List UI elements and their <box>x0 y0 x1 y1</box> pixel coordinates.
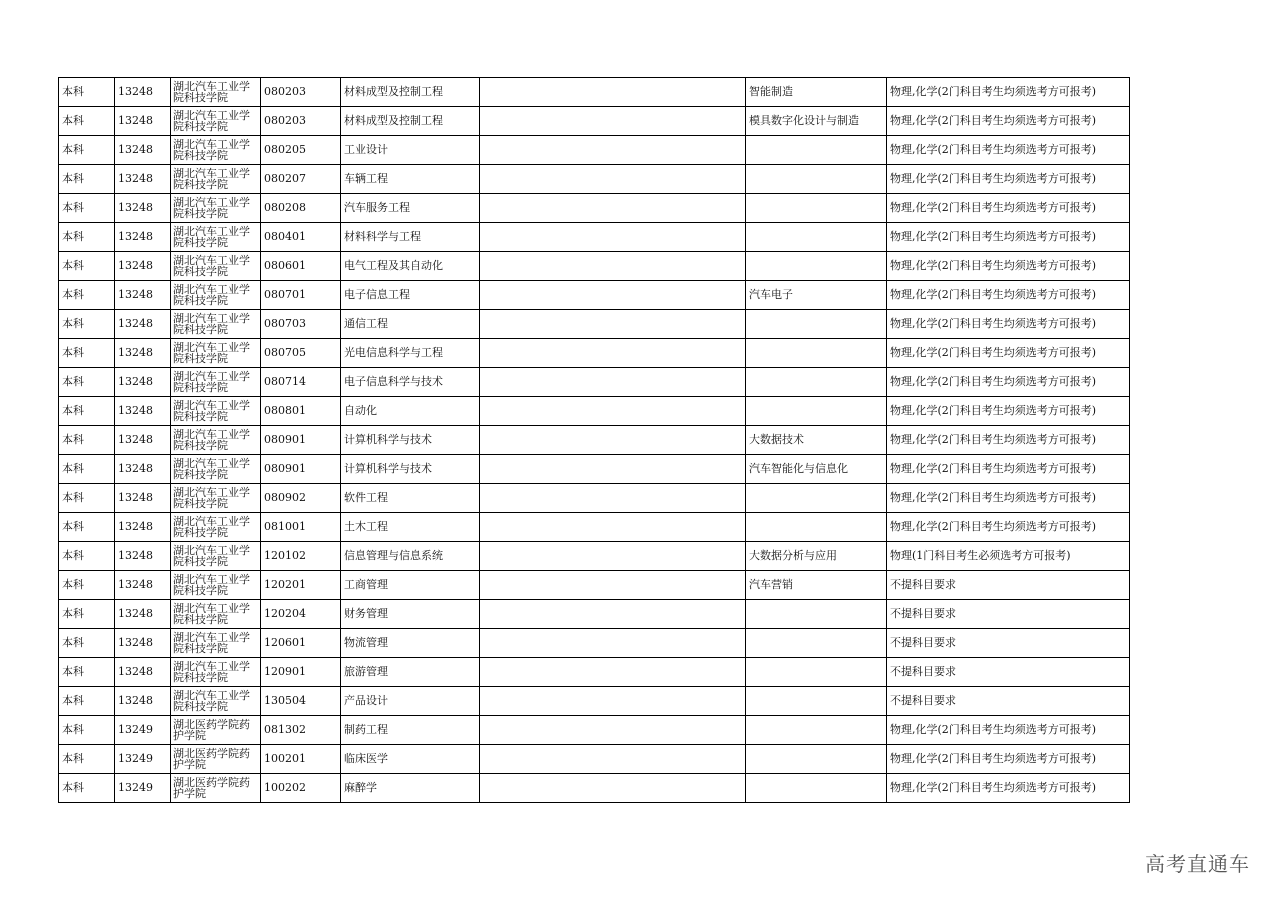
table-row <box>59 629 1130 658</box>
school-code-cell: 13248 <box>115 194 171 223</box>
institution-cell: 湖北医药学院药护学院 <box>171 745 261 774</box>
note-cell <box>480 339 746 368</box>
school-code-cell: 13248 <box>115 310 171 339</box>
school-code-cell: 13248 <box>115 455 171 484</box>
note-cell <box>480 745 746 774</box>
table-row <box>59 252 1130 281</box>
direction-cell <box>746 513 887 542</box>
major-name-cell: 财务管理 <box>341 600 480 629</box>
major-code-cell: 080705 <box>261 339 341 368</box>
institution-cell: 湖北汽车工业学院科技学院 <box>171 223 261 252</box>
major-code-cell: 080703 <box>261 310 341 339</box>
major-code-cell: 120201 <box>261 571 341 600</box>
school-code-cell: 13248 <box>115 571 171 600</box>
level-cell: 本科 <box>59 571 115 600</box>
institution-cell: 湖北汽车工业学院科技学院 <box>171 455 261 484</box>
institution-cell: 湖北汽车工业学院科技学院 <box>171 78 261 107</box>
table-row <box>59 513 1130 542</box>
requirement-cell: 物理,化学(2门科目考生均须选考方可报考) <box>887 310 1130 339</box>
institution-cell: 湖北汽车工业学院科技学院 <box>171 397 261 426</box>
subject-requirements-table <box>58 77 1130 803</box>
major-name-cell: 工商管理 <box>341 571 480 600</box>
note-cell <box>480 455 746 484</box>
requirement-cell: 物理,化学(2门科目考生均须选考方可报考) <box>887 513 1130 542</box>
major-name-cell: 电气工程及其自动化 <box>341 252 480 281</box>
requirement-cell: 物理,化学(2门科目考生均须选考方可报考) <box>887 281 1130 310</box>
direction-cell <box>746 397 887 426</box>
requirement-cell: 物理,化学(2门科目考生均须选考方可报考) <box>887 774 1130 803</box>
requirement-cell: 物理,化学(2门科目考生均须选考方可报考) <box>887 368 1130 397</box>
direction-cell <box>746 136 887 165</box>
watermark: 高考直通车 <box>1145 852 1250 876</box>
major-code-cell: 080401 <box>261 223 341 252</box>
school-code-cell: 13248 <box>115 107 171 136</box>
note-cell <box>480 774 746 803</box>
table-row <box>59 310 1130 339</box>
major-code-cell: 081001 <box>261 513 341 542</box>
requirement-cell: 不提科目要求 <box>887 658 1130 687</box>
direction-cell: 模具数字化设计与制造 <box>746 107 887 136</box>
direction-cell <box>746 774 887 803</box>
note-cell <box>480 687 746 716</box>
school-code-cell: 13248 <box>115 426 171 455</box>
direction-cell <box>746 745 887 774</box>
major-code-cell: 080203 <box>261 78 341 107</box>
requirement-cell: 物理(1门科目考生必须选考方可报考) <box>887 542 1130 571</box>
note-cell <box>480 600 746 629</box>
major-name-cell: 材料成型及控制工程 <box>341 107 480 136</box>
major-name-cell: 材料科学与工程 <box>341 223 480 252</box>
requirement-cell: 不提科目要求 <box>887 687 1130 716</box>
institution-cell: 湖北汽车工业学院科技学院 <box>171 513 261 542</box>
major-code-cell: 120204 <box>261 600 341 629</box>
note-cell <box>480 223 746 252</box>
institution-cell: 湖北汽车工业学院科技学院 <box>171 484 261 513</box>
institution-cell: 湖北汽车工业学院科技学院 <box>171 281 261 310</box>
direction-cell: 大数据分析与应用 <box>746 542 887 571</box>
table-row <box>59 542 1130 571</box>
table-row <box>59 600 1130 629</box>
major-name-cell: 通信工程 <box>341 310 480 339</box>
institution-cell: 湖北汽车工业学院科技学院 <box>171 542 261 571</box>
note-cell <box>480 513 746 542</box>
school-code-cell: 13249 <box>115 774 171 803</box>
level-cell: 本科 <box>59 774 115 803</box>
table-row <box>59 484 1130 513</box>
table-row <box>59 165 1130 194</box>
note-cell <box>480 136 746 165</box>
table-row <box>59 368 1130 397</box>
school-code-cell: 13248 <box>115 223 171 252</box>
institution-cell: 湖北汽车工业学院科技学院 <box>171 252 261 281</box>
table-row <box>59 455 1130 484</box>
note-cell <box>480 310 746 339</box>
requirement-cell: 物理,化学(2门科目考生均须选考方可报考) <box>887 339 1130 368</box>
major-name-cell: 物流管理 <box>341 629 480 658</box>
direction-cell <box>746 252 887 281</box>
institution-cell: 湖北汽车工业学院科技学院 <box>171 426 261 455</box>
direction-cell <box>746 484 887 513</box>
major-code-cell: 100202 <box>261 774 341 803</box>
requirement-cell: 不提科目要求 <box>887 600 1130 629</box>
table-row <box>59 281 1130 310</box>
note-cell <box>480 281 746 310</box>
requirement-cell: 物理,化学(2门科目考生均须选考方可报考) <box>887 716 1130 745</box>
major-name-cell: 信息管理与信息系统 <box>341 542 480 571</box>
major-code-cell: 080701 <box>261 281 341 310</box>
direction-cell <box>746 600 887 629</box>
school-code-cell: 13248 <box>115 165 171 194</box>
requirement-cell: 不提科目要求 <box>887 629 1130 658</box>
requirement-cell: 物理,化学(2门科目考生均须选考方可报考) <box>887 455 1130 484</box>
institution-cell: 湖北汽车工业学院科技学院 <box>171 310 261 339</box>
institution-cell: 湖北汽车工业学院科技学院 <box>171 339 261 368</box>
note-cell <box>480 252 746 281</box>
level-cell: 本科 <box>59 716 115 745</box>
direction-cell <box>746 629 887 658</box>
level-cell: 本科 <box>59 339 115 368</box>
requirement-cell: 物理,化学(2门科目考生均须选考方可报考) <box>887 194 1130 223</box>
school-code-cell: 13248 <box>115 484 171 513</box>
table-row <box>59 136 1130 165</box>
table-row <box>59 194 1130 223</box>
major-code-cell: 080208 <box>261 194 341 223</box>
table-row <box>59 426 1130 455</box>
table-row <box>59 774 1130 803</box>
school-code-cell: 13248 <box>115 339 171 368</box>
requirement-cell: 物理,化学(2门科目考生均须选考方可报考) <box>887 223 1130 252</box>
school-code-cell: 13248 <box>115 542 171 571</box>
school-code-cell: 13249 <box>115 745 171 774</box>
major-name-cell: 制药工程 <box>341 716 480 745</box>
requirement-cell: 物理,化学(2门科目考生均须选考方可报考) <box>887 426 1130 455</box>
major-name-cell: 汽车服务工程 <box>341 194 480 223</box>
major-code-cell: 080902 <box>261 484 341 513</box>
major-name-cell: 工业设计 <box>341 136 480 165</box>
note-cell <box>480 571 746 600</box>
level-cell: 本科 <box>59 136 115 165</box>
note-cell <box>480 542 746 571</box>
direction-cell <box>746 310 887 339</box>
school-code-cell: 13248 <box>115 513 171 542</box>
major-name-cell: 计算机科学与技术 <box>341 426 480 455</box>
direction-cell <box>746 223 887 252</box>
level-cell: 本科 <box>59 513 115 542</box>
requirement-cell: 物理,化学(2门科目考生均须选考方可报考) <box>887 397 1130 426</box>
requirement-cell: 物理,化学(2门科目考生均须选考方可报考) <box>887 78 1130 107</box>
level-cell: 本科 <box>59 194 115 223</box>
level-cell: 本科 <box>59 455 115 484</box>
table-row <box>59 716 1130 745</box>
direction-cell <box>746 687 887 716</box>
major-name-cell: 产品设计 <box>341 687 480 716</box>
table-row <box>59 571 1130 600</box>
major-code-cell: 080205 <box>261 136 341 165</box>
major-name-cell: 软件工程 <box>341 484 480 513</box>
major-name-cell: 车辆工程 <box>341 165 480 194</box>
level-cell: 本科 <box>59 223 115 252</box>
school-code-cell: 13248 <box>115 687 171 716</box>
level-cell: 本科 <box>59 745 115 774</box>
level-cell: 本科 <box>59 107 115 136</box>
level-cell: 本科 <box>59 252 115 281</box>
major-code-cell: 080714 <box>261 368 341 397</box>
note-cell <box>480 78 746 107</box>
major-code-cell: 080207 <box>261 165 341 194</box>
school-code-cell: 13248 <box>115 252 171 281</box>
level-cell: 本科 <box>59 281 115 310</box>
level-cell: 本科 <box>59 542 115 571</box>
school-code-cell: 13248 <box>115 600 171 629</box>
major-name-cell: 计算机科学与技术 <box>341 455 480 484</box>
table-row <box>59 397 1130 426</box>
major-code-cell: 080901 <box>261 455 341 484</box>
direction-cell: 智能制造 <box>746 78 887 107</box>
major-code-cell: 081302 <box>261 716 341 745</box>
table-row <box>59 107 1130 136</box>
direction-cell <box>746 716 887 745</box>
level-cell: 本科 <box>59 484 115 513</box>
direction-cell <box>746 339 887 368</box>
major-name-cell: 旅游管理 <box>341 658 480 687</box>
direction-cell: 汽车智能化与信息化 <box>746 455 887 484</box>
note-cell <box>480 658 746 687</box>
institution-cell: 湖北汽车工业学院科技学院 <box>171 600 261 629</box>
major-code-cell: 120901 <box>261 658 341 687</box>
school-code-cell: 13248 <box>115 281 171 310</box>
major-code-cell: 080601 <box>261 252 341 281</box>
note-cell <box>480 716 746 745</box>
institution-cell: 湖北汽车工业学院科技学院 <box>171 658 261 687</box>
level-cell: 本科 <box>59 687 115 716</box>
level-cell: 本科 <box>59 165 115 194</box>
note-cell <box>480 107 746 136</box>
institution-cell: 湖北汽车工业学院科技学院 <box>171 136 261 165</box>
major-code-cell: 120102 <box>261 542 341 571</box>
direction-cell <box>746 368 887 397</box>
major-code-cell: 100201 <box>261 745 341 774</box>
major-code-cell: 080203 <box>261 107 341 136</box>
school-code-cell: 13249 <box>115 716 171 745</box>
institution-cell: 湖北医药学院药护学院 <box>171 716 261 745</box>
major-name-cell: 麻醉学 <box>341 774 480 803</box>
direction-cell <box>746 658 887 687</box>
level-cell: 本科 <box>59 78 115 107</box>
school-code-cell: 13248 <box>115 136 171 165</box>
major-name-cell: 光电信息科学与工程 <box>341 339 480 368</box>
requirement-cell: 物理,化学(2门科目考生均须选考方可报考) <box>887 136 1130 165</box>
school-code-cell: 13248 <box>115 397 171 426</box>
requirement-cell: 物理,化学(2门科目考生均须选考方可报考) <box>887 107 1130 136</box>
table-row <box>59 223 1130 252</box>
level-cell: 本科 <box>59 600 115 629</box>
direction-cell <box>746 165 887 194</box>
table-row <box>59 745 1130 774</box>
institution-cell: 湖北医药学院药护学院 <box>171 774 261 803</box>
major-name-cell: 自动化 <box>341 397 480 426</box>
school-code-cell: 13248 <box>115 658 171 687</box>
table-row <box>59 687 1130 716</box>
note-cell <box>480 426 746 455</box>
institution-cell: 湖北汽车工业学院科技学院 <box>171 687 261 716</box>
level-cell: 本科 <box>59 310 115 339</box>
table-row <box>59 78 1130 107</box>
requirement-cell: 不提科目要求 <box>887 571 1130 600</box>
major-name-cell: 材料成型及控制工程 <box>341 78 480 107</box>
requirement-cell: 物理,化学(2门科目考生均须选考方可报考) <box>887 165 1130 194</box>
major-name-cell: 土木工程 <box>341 513 480 542</box>
requirement-cell: 物理,化学(2门科目考生均须选考方可报考) <box>887 745 1130 774</box>
direction-cell <box>746 194 887 223</box>
institution-cell: 湖北汽车工业学院科技学院 <box>171 571 261 600</box>
major-name-cell: 电子信息工程 <box>341 281 480 310</box>
level-cell: 本科 <box>59 368 115 397</box>
note-cell <box>480 194 746 223</box>
major-code-cell: 080901 <box>261 426 341 455</box>
school-code-cell: 13248 <box>115 629 171 658</box>
level-cell: 本科 <box>59 426 115 455</box>
major-name-cell: 临床医学 <box>341 745 480 774</box>
level-cell: 本科 <box>59 658 115 687</box>
major-code-cell: 120601 <box>261 629 341 658</box>
institution-cell: 湖北汽车工业学院科技学院 <box>171 194 261 223</box>
table-row <box>59 339 1130 368</box>
requirement-cell: 物理,化学(2门科目考生均须选考方可报考) <box>887 484 1130 513</box>
school-code-cell: 13248 <box>115 368 171 397</box>
institution-cell: 湖北汽车工业学院科技学院 <box>171 165 261 194</box>
note-cell <box>480 165 746 194</box>
school-code-cell: 13248 <box>115 78 171 107</box>
direction-cell: 大数据技术 <box>746 426 887 455</box>
major-name-cell: 电子信息科学与技术 <box>341 368 480 397</box>
requirement-cell: 物理,化学(2门科目考生均须选考方可报考) <box>887 252 1130 281</box>
note-cell <box>480 397 746 426</box>
major-code-cell: 080801 <box>261 397 341 426</box>
institution-cell: 湖北汽车工业学院科技学院 <box>171 368 261 397</box>
institution-cell: 湖北汽车工业学院科技学院 <box>171 107 261 136</box>
note-cell <box>480 484 746 513</box>
note-cell <box>480 629 746 658</box>
note-cell <box>480 368 746 397</box>
direction-cell: 汽车营销 <box>746 571 887 600</box>
major-code-cell: 130504 <box>261 687 341 716</box>
level-cell: 本科 <box>59 629 115 658</box>
institution-cell: 湖北汽车工业学院科技学院 <box>171 629 261 658</box>
direction-cell: 汽车电子 <box>746 281 887 310</box>
table-row <box>59 658 1130 687</box>
level-cell: 本科 <box>59 397 115 426</box>
table-body <box>59 78 1130 803</box>
